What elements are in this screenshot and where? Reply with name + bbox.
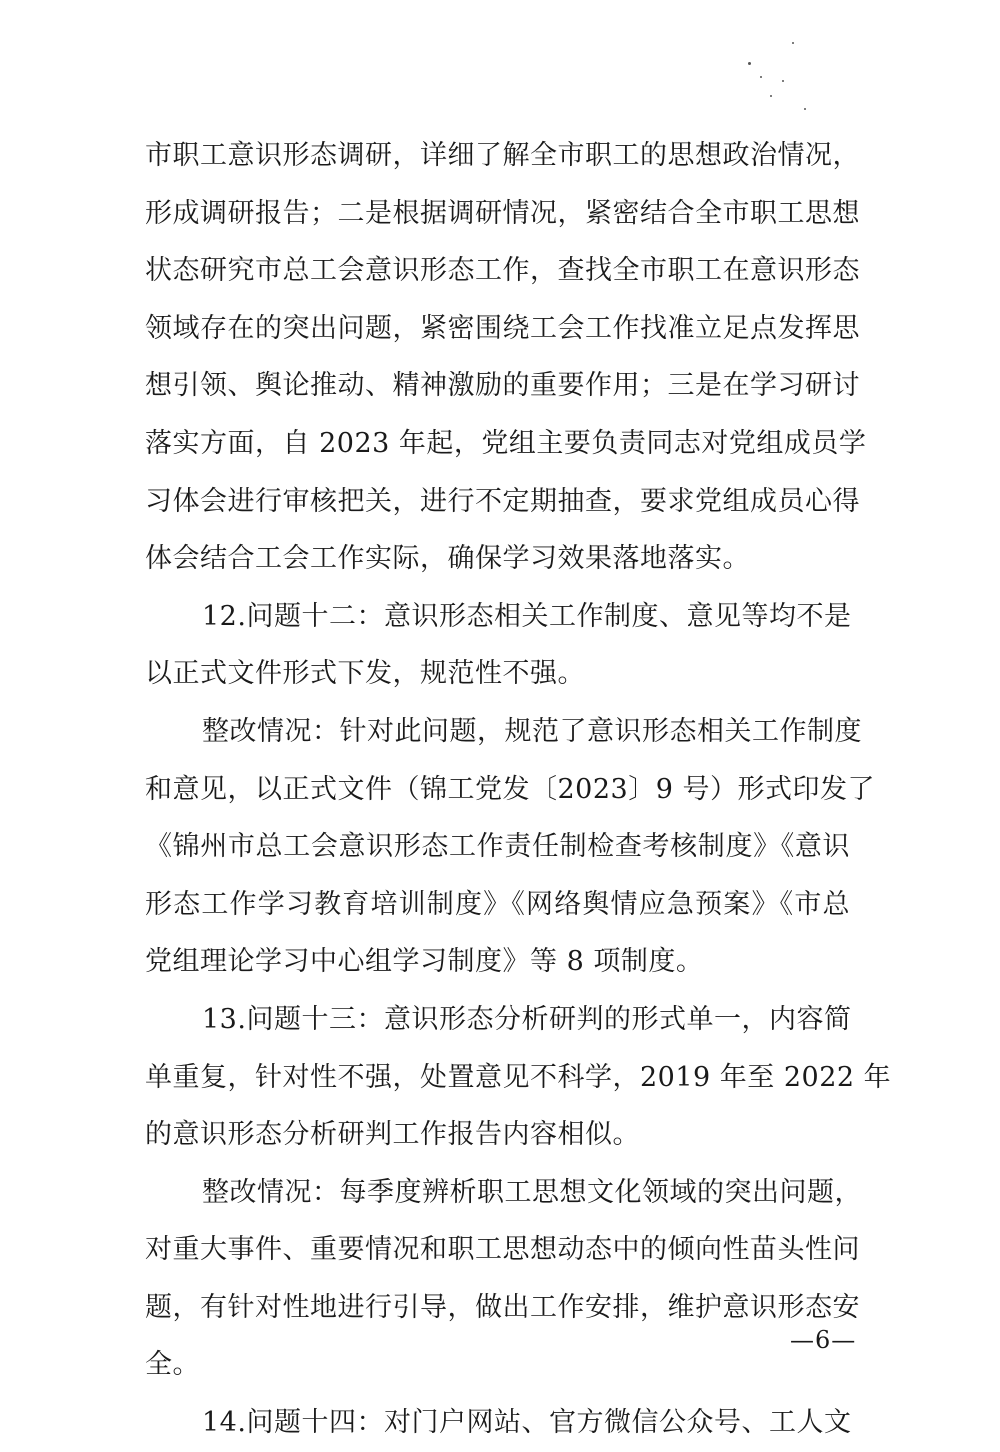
text-line: 想引领、舆论推动、精神激励的重要作用；三是在学习研讨 <box>145 370 860 402</box>
text-line: 以正式文件形式下发，规范性不强。 <box>145 658 585 690</box>
text-line: 市职工意识形态调研，详细了解全市职工的思想政治情况， <box>145 140 860 171</box>
rectification-paragraph: 整改情况：针对此问题，规范了意识形态相关工作制度 <box>202 715 862 747</box>
issue-13-heading: 13.问题十三：意识形态分析研判的形式单一，内容简 <box>202 1003 852 1035</box>
text-line: 体会结合工会工作实际，确保学习效果落地落实。 <box>145 543 750 575</box>
rectification-paragraph: 整改情况：每季度辨析职工思想文化领域的突出问题， <box>202 1176 862 1208</box>
issue-14-heading: 14.问题十四：对门户网站、官方微信公众号、工人文 <box>202 1407 852 1439</box>
body-text <box>145 127 892 1452</box>
scan-speck <box>760 76 762 78</box>
text-line: 落实方面，自 2023 年起，党组主要负责同志对党组成员学 <box>145 427 867 459</box>
text-line: 领域存在的突出问题，紧密围绕工会工作找准立足点发挥思 <box>145 312 860 344</box>
scan-speck <box>804 108 806 110</box>
scan-speck <box>748 62 751 65</box>
text-line: 习体会进行审核把关，进行不定期抽查，要求党组成员心得 <box>145 485 860 517</box>
text-line: 《锦州市总工会意识形态工作责任制检查考核制度》《意识 <box>145 831 850 863</box>
text-line: 的意识形态分析研判工作报告内容相似。 <box>145 1119 640 1151</box>
text-line: 单重复，针对性不强，处置意见不科学，2019 年至 2022 年 <box>145 1061 892 1093</box>
text-line: 题，有针对性地进行引导，做出工作安排，维护意识形态安 <box>145 1291 860 1323</box>
text-line: 和意见，以正式文件（锦工党发〔2023〕9 号）形式印发了 <box>145 773 875 805</box>
scan-speck <box>782 80 784 82</box>
scan-speck <box>770 95 772 97</box>
text-line: 对重大事件、重要情况和职工思想动态中的倾向性苗头性问 <box>145 1234 860 1266</box>
scan-speck <box>792 42 794 44</box>
page-number: —6— <box>790 1326 857 1354</box>
text-line: 全。 <box>145 1349 200 1381</box>
text-line: 状态研究市总工会意识形态工作，查找全市职工在意识形态 <box>145 255 860 287</box>
issue-12-heading: 12.问题十二：意识形态相关工作制度、意见等均不是 <box>202 600 852 632</box>
text-line: 党组理论学习中心组学习制度》等 8 项制度。 <box>145 946 704 978</box>
text-line: 形态工作学习教育培训制度》《网络舆情应急预案》《市总 <box>145 888 850 920</box>
text-line: 形成调研报告；二是根据调研情况，紧密结合全市职工思想 <box>145 197 860 229</box>
